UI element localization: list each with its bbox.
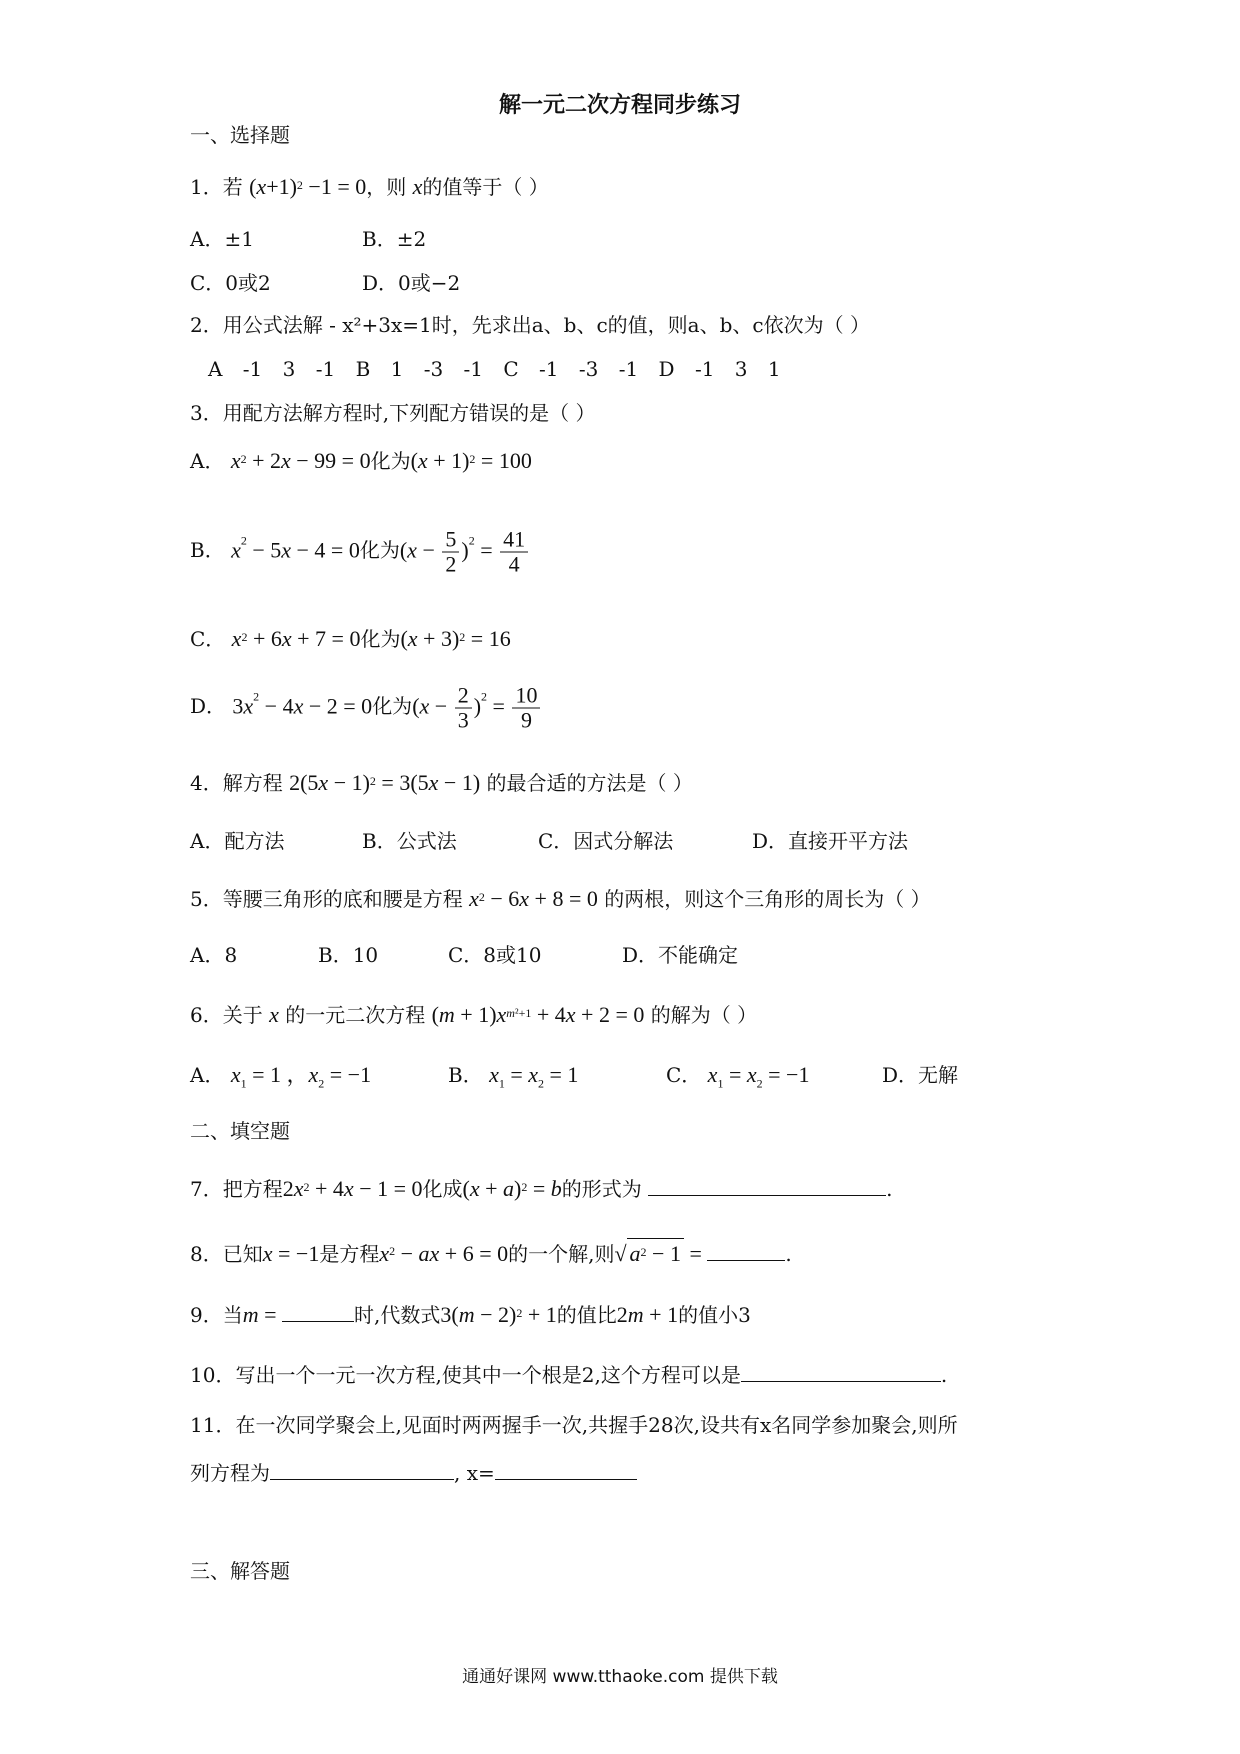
- question-9: 9．当m = 时,代数式$3(m - 2)^2 + 1$的值比2m + 1的值小3: [190, 1302, 751, 1327]
- q1-option-d: D．0或−2: [362, 271, 461, 295]
- question-1: 1．若 $(x+1)^2 -1 = 0$，则 x的值等于（ ）: [190, 174, 549, 199]
- q5-option-d: D．不能确定: [622, 943, 739, 967]
- q4-option-b: B．公式法: [362, 829, 457, 853]
- q5-option-c: C．8或10: [448, 943, 542, 967]
- q11-equation-blank[interactable]: [270, 1459, 454, 1480]
- q5-option-a: A．8: [190, 943, 238, 967]
- q10-answer-blank[interactable]: [741, 1361, 941, 1382]
- question-11-line1: 11．在一次同学聚会上,见面时两两握手一次,共握手28次,设共有x名同学参加聚会,则所: [190, 1413, 958, 1437]
- q3-option-d: D． $3x^2 - 4x - 2 = 0$化为(x − $\frac{2}{3}$ )$^2$ = $\frac{10}{9}$: [190, 684, 542, 733]
- question-10: 10．写出一个一元一次方程,使其中一个根是2,这个方程可以是 .: [190, 1363, 948, 1387]
- question-7: 7．把方程$2x^2 + 4x - 1 = 0$化成$(x + a)^2 = b$的形式为 .: [190, 1176, 893, 1201]
- question-3: 3．用配方法解方程时,下列配方错误的是（ ）: [190, 401, 596, 425]
- q1-option-a: A．±1: [190, 227, 254, 251]
- question-6: 6．关于 x 的一元二次方程 $(m + 1)x^{m^2+1} + 4x + 2 = 0$ 的解为（ ）: [190, 1002, 758, 1027]
- question-5: 5．等腰三角形的底和腰是方程 $x^2 - 6x + 8 = 0$ 的两根，则这个三角形的周长为（ ）: [190, 886, 931, 911]
- q4-option-a: A．配方法: [190, 829, 285, 853]
- q1-equation: $(x+1)^2 -1 = 0$: [249, 174, 367, 199]
- q2-options: A -1 3 -1 B 1 -3 -1 C -1 -3 -1 D -1 3 1: [208, 357, 781, 381]
- q4-option-d: D．直接开平方法: [752, 829, 909, 853]
- question-11-line2: 列方程为 , x=: [190, 1458, 637, 1488]
- q9-answer-blank[interactable]: [282, 1301, 354, 1322]
- section-choice: 一、选择题: [190, 123, 290, 147]
- q3-option-b: B． $x^2 - 5x - 4 = 0$化为(x − $\frac{5}{2}$ )$^2$ = $\frac{41}{4}$: [190, 528, 530, 577]
- q3-option-c: C． $x^2 + 6x + 7 = 0$化为$(x + 3)^2 = 16$: [190, 626, 511, 651]
- question-2: 2．用公式法解 - x²+3x=1时，先求出a、b、c的值，则a、b、c依次为（ ）: [190, 313, 870, 337]
- q8-answer-blank[interactable]: [707, 1240, 785, 1261]
- question-8: 8．已知x = −1是方程$x^2$ − ax + 6 = 0的一个解,则√ $a^2 - 1$ = .: [190, 1238, 792, 1269]
- page-title: 解一元二次方程同步练习: [498, 93, 741, 118]
- q1-option-b: B．±2: [362, 227, 427, 251]
- q1-option-c: C．0或2: [190, 271, 271, 295]
- question-4: 4．解方程 $2(5x - 1)^2 = 3(5x - 1)$ 的最合适的方法是（ ）: [190, 770, 693, 795]
- q6-option-a: A． $x_1 = 1$ ，$x_2 = -1$: [190, 1062, 372, 1091]
- q6-option-d: D．无解: [882, 1063, 959, 1087]
- q6-option-c: C． $x_1 = x_2 = -1$: [666, 1062, 810, 1091]
- q4-option-c: C．因式分解法: [538, 829, 674, 853]
- q6-option-b: B． $x_1 = x_2 = 1$: [448, 1062, 579, 1091]
- section-solve: 三、解答题: [190, 1559, 290, 1583]
- section-fill: 二、填空题: [190, 1119, 290, 1143]
- q7-answer-blank[interactable]: [648, 1175, 886, 1196]
- q3-option-a: A． $x^2 + 2x - 99 = 0$化为$(x + 1)^2 = 100$: [190, 448, 532, 473]
- footer: 通通好课网 www.tthaoke.com 提供下载: [462, 1667, 778, 1687]
- q11-x-blank[interactable]: [495, 1459, 637, 1480]
- q5-option-b: B．10: [318, 943, 379, 967]
